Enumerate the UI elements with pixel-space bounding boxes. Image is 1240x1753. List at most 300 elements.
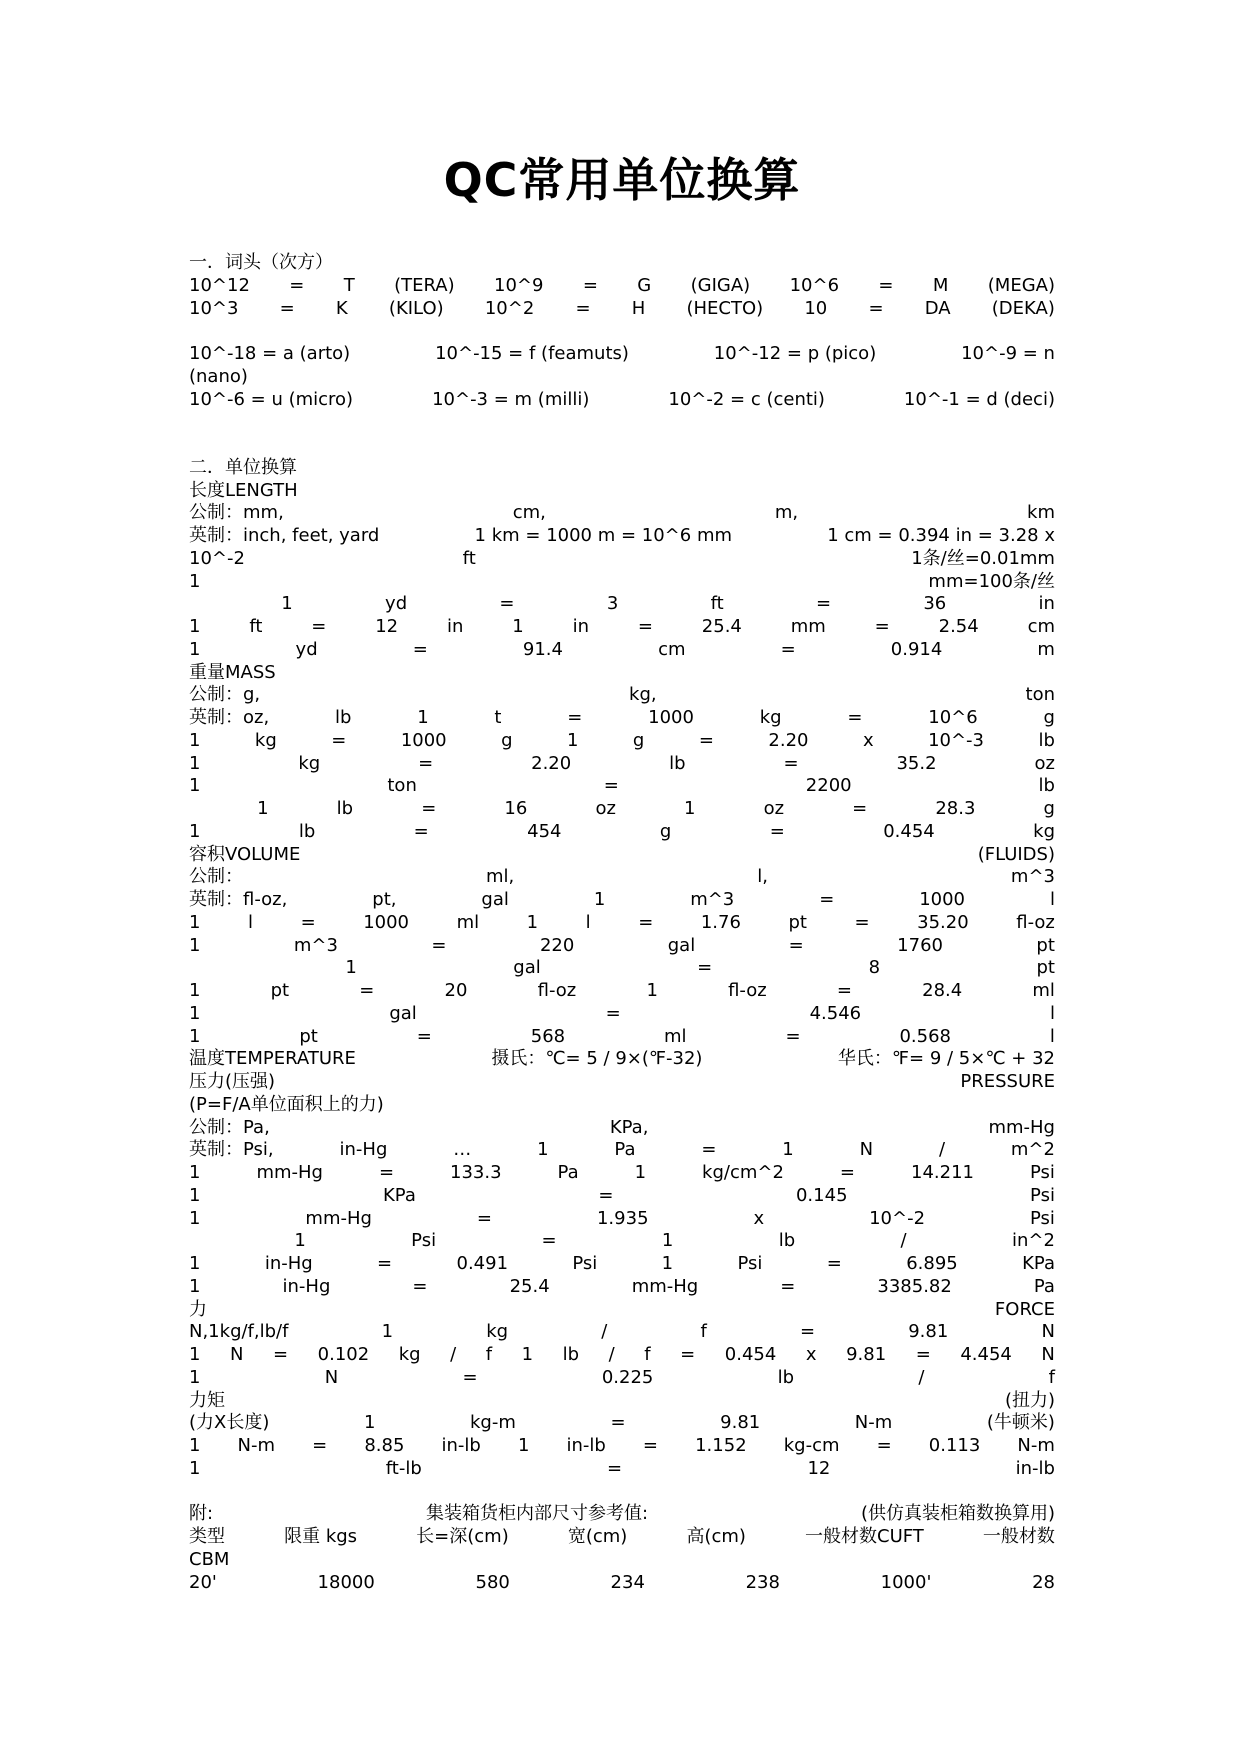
text-token: x — [862, 729, 874, 751]
text-token: fl-oz — [537, 980, 577, 1001]
text-token: 公制： — [189, 866, 243, 888]
text-token: = — [476, 1207, 493, 1229]
text-token: 12 — [807, 1457, 831, 1479]
text-token: 英制：Psi, — [189, 1139, 274, 1161]
text-token: 1.152 — [695, 1435, 747, 1456]
text-token: KPa — [1022, 1253, 1055, 1274]
text-token: mm-Hg — [988, 1116, 1055, 1138]
text-token: 0.113 — [928, 1435, 981, 1456]
text-token: 1 — [189, 638, 201, 660]
text-token: = — [847, 707, 863, 728]
text-line — [189, 525, 1055, 548]
text-token: = — [697, 957, 713, 979]
text-token: = — [582, 274, 598, 296]
text-token: 20 — [444, 980, 468, 1001]
text-line — [189, 662, 1055, 685]
text-token: / — [450, 1344, 457, 1365]
text-token: oz — [1034, 752, 1055, 774]
text-token: ml — [664, 1025, 687, 1047]
text-token: = — [815, 593, 832, 615]
text-token: 10^12 — [189, 274, 250, 296]
text-token: 35.20 — [917, 911, 969, 933]
text-token: kg — [486, 1321, 509, 1343]
text-token: 10^-3 = m (milli) — [432, 388, 590, 410]
text-token: 1 — [646, 980, 658, 1001]
text-token: 8.85 — [364, 1435, 405, 1456]
text-token: 英制：fl-oz, — [189, 889, 288, 910]
text-token: 10^-1 = d (deci) — [903, 388, 1055, 410]
text-token: 28.4 — [922, 980, 963, 1001]
text-token: ton — [1025, 684, 1055, 706]
text-token: 16 — [504, 798, 528, 819]
text-token: pt, — [372, 889, 397, 910]
text-token: x — [753, 1207, 765, 1229]
text-token: = — [311, 616, 327, 637]
text-line — [189, 912, 1055, 935]
blank-line — [189, 434, 1055, 457]
text-line — [189, 1458, 1055, 1481]
text-token: ft — [249, 616, 263, 637]
text-token: = — [819, 889, 835, 910]
text-line — [189, 1367, 1055, 1390]
text-token: x — [805, 1344, 817, 1365]
text-token: oz — [763, 798, 785, 819]
text-token: 1 — [189, 1184, 201, 1206]
text-token: = — [799, 1321, 816, 1343]
text-token: 10^-2 — [869, 1207, 926, 1229]
text-token: cm — [1027, 616, 1055, 637]
text-token: … — [453, 1139, 472, 1161]
text-token: 10^-15 = f (feamuts) — [435, 343, 629, 364]
text-token: = — [431, 934, 447, 956]
text-token: 10^-12 = p (pico) — [713, 343, 877, 364]
text-line — [189, 1503, 1055, 1526]
text-token: 英制：inch, feet, yard — [189, 525, 380, 546]
text-token: 10^9 — [494, 274, 544, 296]
text-line — [189, 1230, 1055, 1253]
document-page — [189, 0, 1055, 1753]
text-token: Psi — [1029, 1162, 1055, 1183]
text-line — [189, 1412, 1055, 1435]
text-token: 28.3 — [935, 798, 976, 819]
text-token: = — [878, 274, 894, 296]
text-token: l, — [757, 866, 768, 888]
text-token: 限重 kgs — [284, 1526, 358, 1547]
text-token: 1 km = 1000 m = 10^6 mm — [474, 525, 733, 546]
text-token: = — [788, 934, 804, 956]
text-token: 220 — [539, 934, 575, 956]
text-token: N-m — [237, 1435, 276, 1456]
text-token: Pa — [1033, 1275, 1055, 1297]
text-token: (TERA) — [394, 274, 455, 296]
text-token: = — [377, 1253, 393, 1274]
text-token: N — [324, 1366, 339, 1388]
text-line — [189, 593, 1055, 616]
text-token: = — [698, 729, 714, 751]
text-token: (GIGA) — [690, 274, 751, 296]
text-token: 10^-3 — [928, 729, 984, 751]
text-token: 附: — [189, 1503, 214, 1525]
text-token: = — [854, 911, 870, 933]
text-token: 1000 — [363, 911, 410, 933]
text-token: ml — [1032, 980, 1055, 1001]
text-line — [189, 275, 1055, 298]
text-token: Pa — [557, 1162, 579, 1183]
text-token: 1 — [567, 729, 579, 751]
text-token: 2.20 — [531, 752, 572, 774]
text-token: = — [598, 1184, 614, 1206]
text-token: 类型 — [189, 1526, 225, 1547]
text-token: = — [839, 1162, 856, 1183]
text-line — [189, 571, 1055, 594]
text-token: oz — [595, 798, 616, 819]
text-token: 1 — [189, 1253, 201, 1274]
text-token: 14.211 — [911, 1162, 974, 1183]
text-token: = — [868, 297, 884, 319]
text-token: 10^3 — [189, 297, 239, 319]
text-token: = — [412, 638, 428, 660]
text-token: 1 — [189, 1025, 201, 1047]
text-token: kg — [254, 729, 277, 751]
text-line — [189, 866, 1055, 889]
text-token: = — [331, 729, 347, 751]
text-token: G — [637, 274, 652, 296]
text-token: kg — [298, 752, 321, 774]
text-token: 3 — [606, 593, 619, 615]
text-token: 1760 — [897, 934, 943, 956]
text-token: 4.546 — [809, 1002, 862, 1024]
text-token: mm-Hg — [631, 1275, 699, 1297]
text-token: N-m — [1017, 1435, 1055, 1456]
text-token: 35.2 — [896, 752, 937, 774]
text-token: pt — [788, 911, 807, 933]
text-token: 1.76 — [700, 911, 741, 933]
text-token: f — [1048, 1366, 1055, 1388]
text-token: g — [501, 729, 513, 751]
text-token: (MEGA) — [987, 274, 1055, 296]
text-token: 1 — [189, 775, 201, 797]
text-token: 1 — [189, 1435, 201, 1456]
text-token: l — [1049, 889, 1055, 910]
text-token: 1 — [417, 707, 429, 728]
text-line — [189, 775, 1055, 798]
text-token: in-Hg — [339, 1139, 388, 1161]
text-token: ft — [710, 593, 724, 615]
text-token: 91.4 — [522, 638, 563, 660]
text-token: 温度TEMPERATURE — [189, 1048, 356, 1070]
text-token: 一．词头（次方） — [189, 252, 333, 273]
text-token: N — [859, 1139, 874, 1161]
text-token: (P=F/A单位面积上的力) — [189, 1093, 384, 1115]
text-token: = — [418, 752, 434, 774]
text-line — [189, 502, 1055, 525]
blank-line — [189, 411, 1055, 434]
text-line — [189, 1026, 1055, 1049]
text-token: (HECTO) — [686, 297, 764, 319]
text-token: 宽(cm) — [567, 1526, 628, 1547]
text-token: = — [769, 820, 785, 842]
text-token: m, — [774, 502, 799, 524]
text-token: = — [852, 798, 868, 819]
text-line — [189, 980, 1055, 1003]
text-token: lb — [1038, 775, 1055, 797]
text-token: = — [874, 616, 890, 637]
text-token: 0.225 — [601, 1366, 654, 1388]
text-token: 10^-6 = u (micro) — [189, 388, 354, 410]
text-token: 1 — [189, 729, 201, 751]
text-line — [189, 1321, 1055, 1344]
text-token: m^2 — [1010, 1139, 1055, 1161]
text-token: 568 — [530, 1025, 566, 1047]
text-token: KPa, — [609, 1116, 649, 1138]
text-token: M — [932, 274, 949, 296]
text-token: kg — [398, 1344, 421, 1365]
text-token: lb — [669, 752, 686, 774]
text-token: = — [289, 274, 305, 296]
text-line — [189, 1299, 1055, 1322]
text-token: 1 — [661, 1253, 674, 1274]
text-token: = — [378, 1162, 395, 1183]
text-token: / — [900, 1230, 907, 1252]
text-line — [189, 1003, 1055, 1026]
text-token: f — [700, 1321, 707, 1343]
text-token: g — [1043, 798, 1055, 819]
text-token: 12 — [375, 616, 399, 637]
text-token: 英制：oz, — [189, 707, 270, 728]
text-line — [189, 1435, 1055, 1458]
text-token: lb — [336, 798, 354, 819]
text-token: = — [499, 593, 515, 615]
text-token: = — [836, 980, 852, 1001]
text-token: 10^2 — [484, 297, 535, 319]
text-token: = — [915, 1344, 931, 1365]
text-token: ft — [462, 547, 476, 569]
text-token: = — [575, 297, 591, 319]
text-line — [189, 1390, 1055, 1413]
text-token: = — [785, 1025, 801, 1047]
text-token: 1 — [512, 616, 524, 637]
text-line — [189, 1208, 1055, 1231]
text-token: 力 — [189, 1298, 207, 1320]
text-token: 1 — [189, 1207, 201, 1229]
text-token: ft-lb — [385, 1457, 422, 1479]
text-token: 集装箱货柜内部尺寸参考值: — [425, 1503, 649, 1525]
text-token: 1 — [381, 1321, 394, 1343]
text-token: l — [585, 911, 591, 933]
text-token: = — [462, 1366, 478, 1388]
text-token: Psi — [572, 1253, 598, 1274]
text-token: H — [631, 297, 646, 319]
text-token: 1 — [189, 1457, 201, 1479]
text-token: 1 — [782, 1139, 794, 1161]
text-token: kg — [1033, 820, 1055, 842]
text-token: (力X长度) — [189, 1412, 270, 1434]
text-token: mm — [790, 616, 826, 637]
text-token: 1.935 — [596, 1207, 649, 1229]
text-token: f — [644, 1344, 651, 1365]
text-token: in — [572, 616, 589, 637]
text-token: pt — [270, 980, 290, 1001]
text-token: / — [938, 1139, 946, 1161]
text-token: Psi — [737, 1253, 763, 1274]
text-line — [189, 684, 1055, 707]
text-line — [189, 1048, 1055, 1071]
text-token: DA — [924, 297, 951, 319]
text-token: kg-cm — [783, 1435, 840, 1456]
text-token: (牛顿米) — [986, 1412, 1055, 1434]
text-token: = — [273, 1344, 289, 1365]
text-token: lb — [777, 1366, 795, 1388]
text-line — [189, 252, 1055, 275]
text-token: 1 — [257, 798, 269, 819]
text-token: in-lb — [441, 1435, 481, 1456]
text-token: 0.145 — [795, 1184, 848, 1206]
text-line — [189, 821, 1055, 844]
text-token: 0.454 — [724, 1344, 777, 1365]
text-token: 1 — [189, 616, 201, 637]
text-line — [189, 1276, 1055, 1299]
text-token: 1 — [526, 911, 539, 933]
text-token: 25.4 — [509, 1275, 550, 1297]
text-token: ml — [456, 911, 480, 933]
text-token: gal — [667, 934, 696, 956]
text-token: 长=深(cm) — [416, 1526, 509, 1547]
text-token: 238 — [745, 1571, 780, 1593]
text-token: = — [567, 707, 583, 728]
text-token: 1 — [537, 1139, 549, 1161]
text-token: in-lb — [566, 1435, 606, 1456]
text-token: 1 — [661, 1230, 674, 1252]
text-token: 1 — [517, 1435, 530, 1456]
text-token: in-Hg — [264, 1253, 313, 1274]
text-token: / — [608, 1344, 615, 1365]
text-token: = — [421, 798, 437, 819]
text-token: = — [780, 638, 796, 660]
text-line — [189, 1572, 1055, 1595]
text-token: = — [300, 911, 316, 933]
text-token: 6.895 — [906, 1253, 958, 1274]
text-token: 3385.82 — [877, 1275, 952, 1297]
text-token: m — [1037, 638, 1055, 660]
text-token: N — [230, 1344, 244, 1365]
text-token: Psi — [1030, 1207, 1055, 1229]
text-token: 1 — [189, 1162, 201, 1183]
text-token: m^3 — [690, 889, 735, 910]
text-token: 2200 — [805, 775, 852, 797]
text-token: 2.20 — [768, 729, 809, 751]
text-line — [189, 844, 1055, 867]
text-line — [189, 366, 1055, 389]
text-token: 1 — [189, 570, 201, 592]
text-token: 25.4 — [701, 616, 742, 637]
text-token: = — [638, 911, 654, 933]
text-token: kg, — [629, 684, 657, 706]
text-line — [189, 389, 1055, 412]
text-token: = — [642, 1435, 659, 1456]
text-token: = — [701, 1139, 717, 1161]
text-token: = — [541, 1230, 557, 1252]
text-token: 10^6 — [928, 707, 978, 728]
text-line — [189, 1344, 1055, 1367]
text-token: mm=100条/丝 — [928, 570, 1055, 592]
text-line — [189, 1253, 1055, 1276]
text-token: N,1kg/f,lb/f — [189, 1321, 289, 1343]
text-token: gal — [389, 1002, 417, 1024]
text-token: 1 — [634, 1162, 647, 1183]
text-line — [189, 1162, 1055, 1185]
text-token: (KILO) — [388, 297, 444, 319]
text-token: K — [335, 297, 348, 319]
text-token: 1 — [189, 752, 201, 774]
text-token: yd — [385, 593, 408, 615]
text-token: lb — [562, 1344, 580, 1365]
text-token: Psi — [1030, 1184, 1055, 1206]
text-token: 力矩 — [189, 1389, 225, 1411]
text-token: lb — [334, 707, 352, 728]
text-token: 10^-18 = a (arto) — [189, 343, 351, 364]
text-token: 0.568 — [899, 1025, 951, 1047]
text-token: = — [416, 1025, 432, 1047]
text-token: = — [826, 1253, 842, 1274]
text-token: 580 — [475, 1571, 510, 1593]
text-token: 1000 — [648, 707, 694, 728]
text-line — [189, 1526, 1055, 1549]
text-token: = — [610, 1412, 626, 1434]
text-line — [189, 753, 1055, 776]
text-line — [189, 298, 1055, 321]
text-token: T — [343, 274, 355, 296]
text-token: 1 — [521, 1344, 534, 1365]
text-token: pt — [1036, 934, 1055, 956]
text-token: 0.914 — [890, 638, 943, 660]
blank-line — [189, 1481, 1055, 1504]
text-token: KPa — [382, 1184, 416, 1206]
text-token: = — [876, 1435, 892, 1456]
text-token: CBM — [189, 1548, 230, 1570]
text-token: 0.102 — [317, 1344, 370, 1365]
text-line — [189, 957, 1055, 980]
text-token: (FLUIDS) — [977, 843, 1055, 865]
text-token: t — [494, 707, 502, 728]
text-token: 1 — [189, 820, 201, 842]
text-token: 9.81 — [846, 1344, 887, 1365]
text-token: / — [601, 1321, 608, 1343]
text-token: gal — [481, 889, 509, 910]
page-title: QC常用单位换算 — [443, 153, 801, 207]
text-token: FORCE — [994, 1298, 1055, 1320]
text-token: (DEKA) — [991, 297, 1055, 319]
text-token: km — [1027, 502, 1055, 524]
text-token: = — [603, 775, 619, 797]
text-line — [189, 457, 1055, 480]
text-token: 454 — [527, 820, 562, 842]
text-token: 4.454 — [960, 1344, 1012, 1365]
text-token: cm, — [512, 502, 546, 524]
text-token: 1 — [189, 980, 201, 1001]
text-token: m^3 — [1010, 866, 1055, 888]
text-line — [189, 1117, 1055, 1140]
document-body — [189, 252, 1055, 1594]
text-token: 1 — [189, 1344, 201, 1365]
text-token: 公制：Pa, — [189, 1116, 270, 1138]
text-token: = — [359, 980, 375, 1001]
text-token: 9.81 — [908, 1321, 949, 1343]
text-token: in^2 — [1011, 1230, 1055, 1252]
text-token: 0.491 — [456, 1253, 509, 1274]
text-token: = — [605, 1002, 621, 1024]
text-token: (供仿真装柜箱数换算用) — [860, 1503, 1055, 1525]
text-token: 公制：g, — [189, 684, 261, 706]
